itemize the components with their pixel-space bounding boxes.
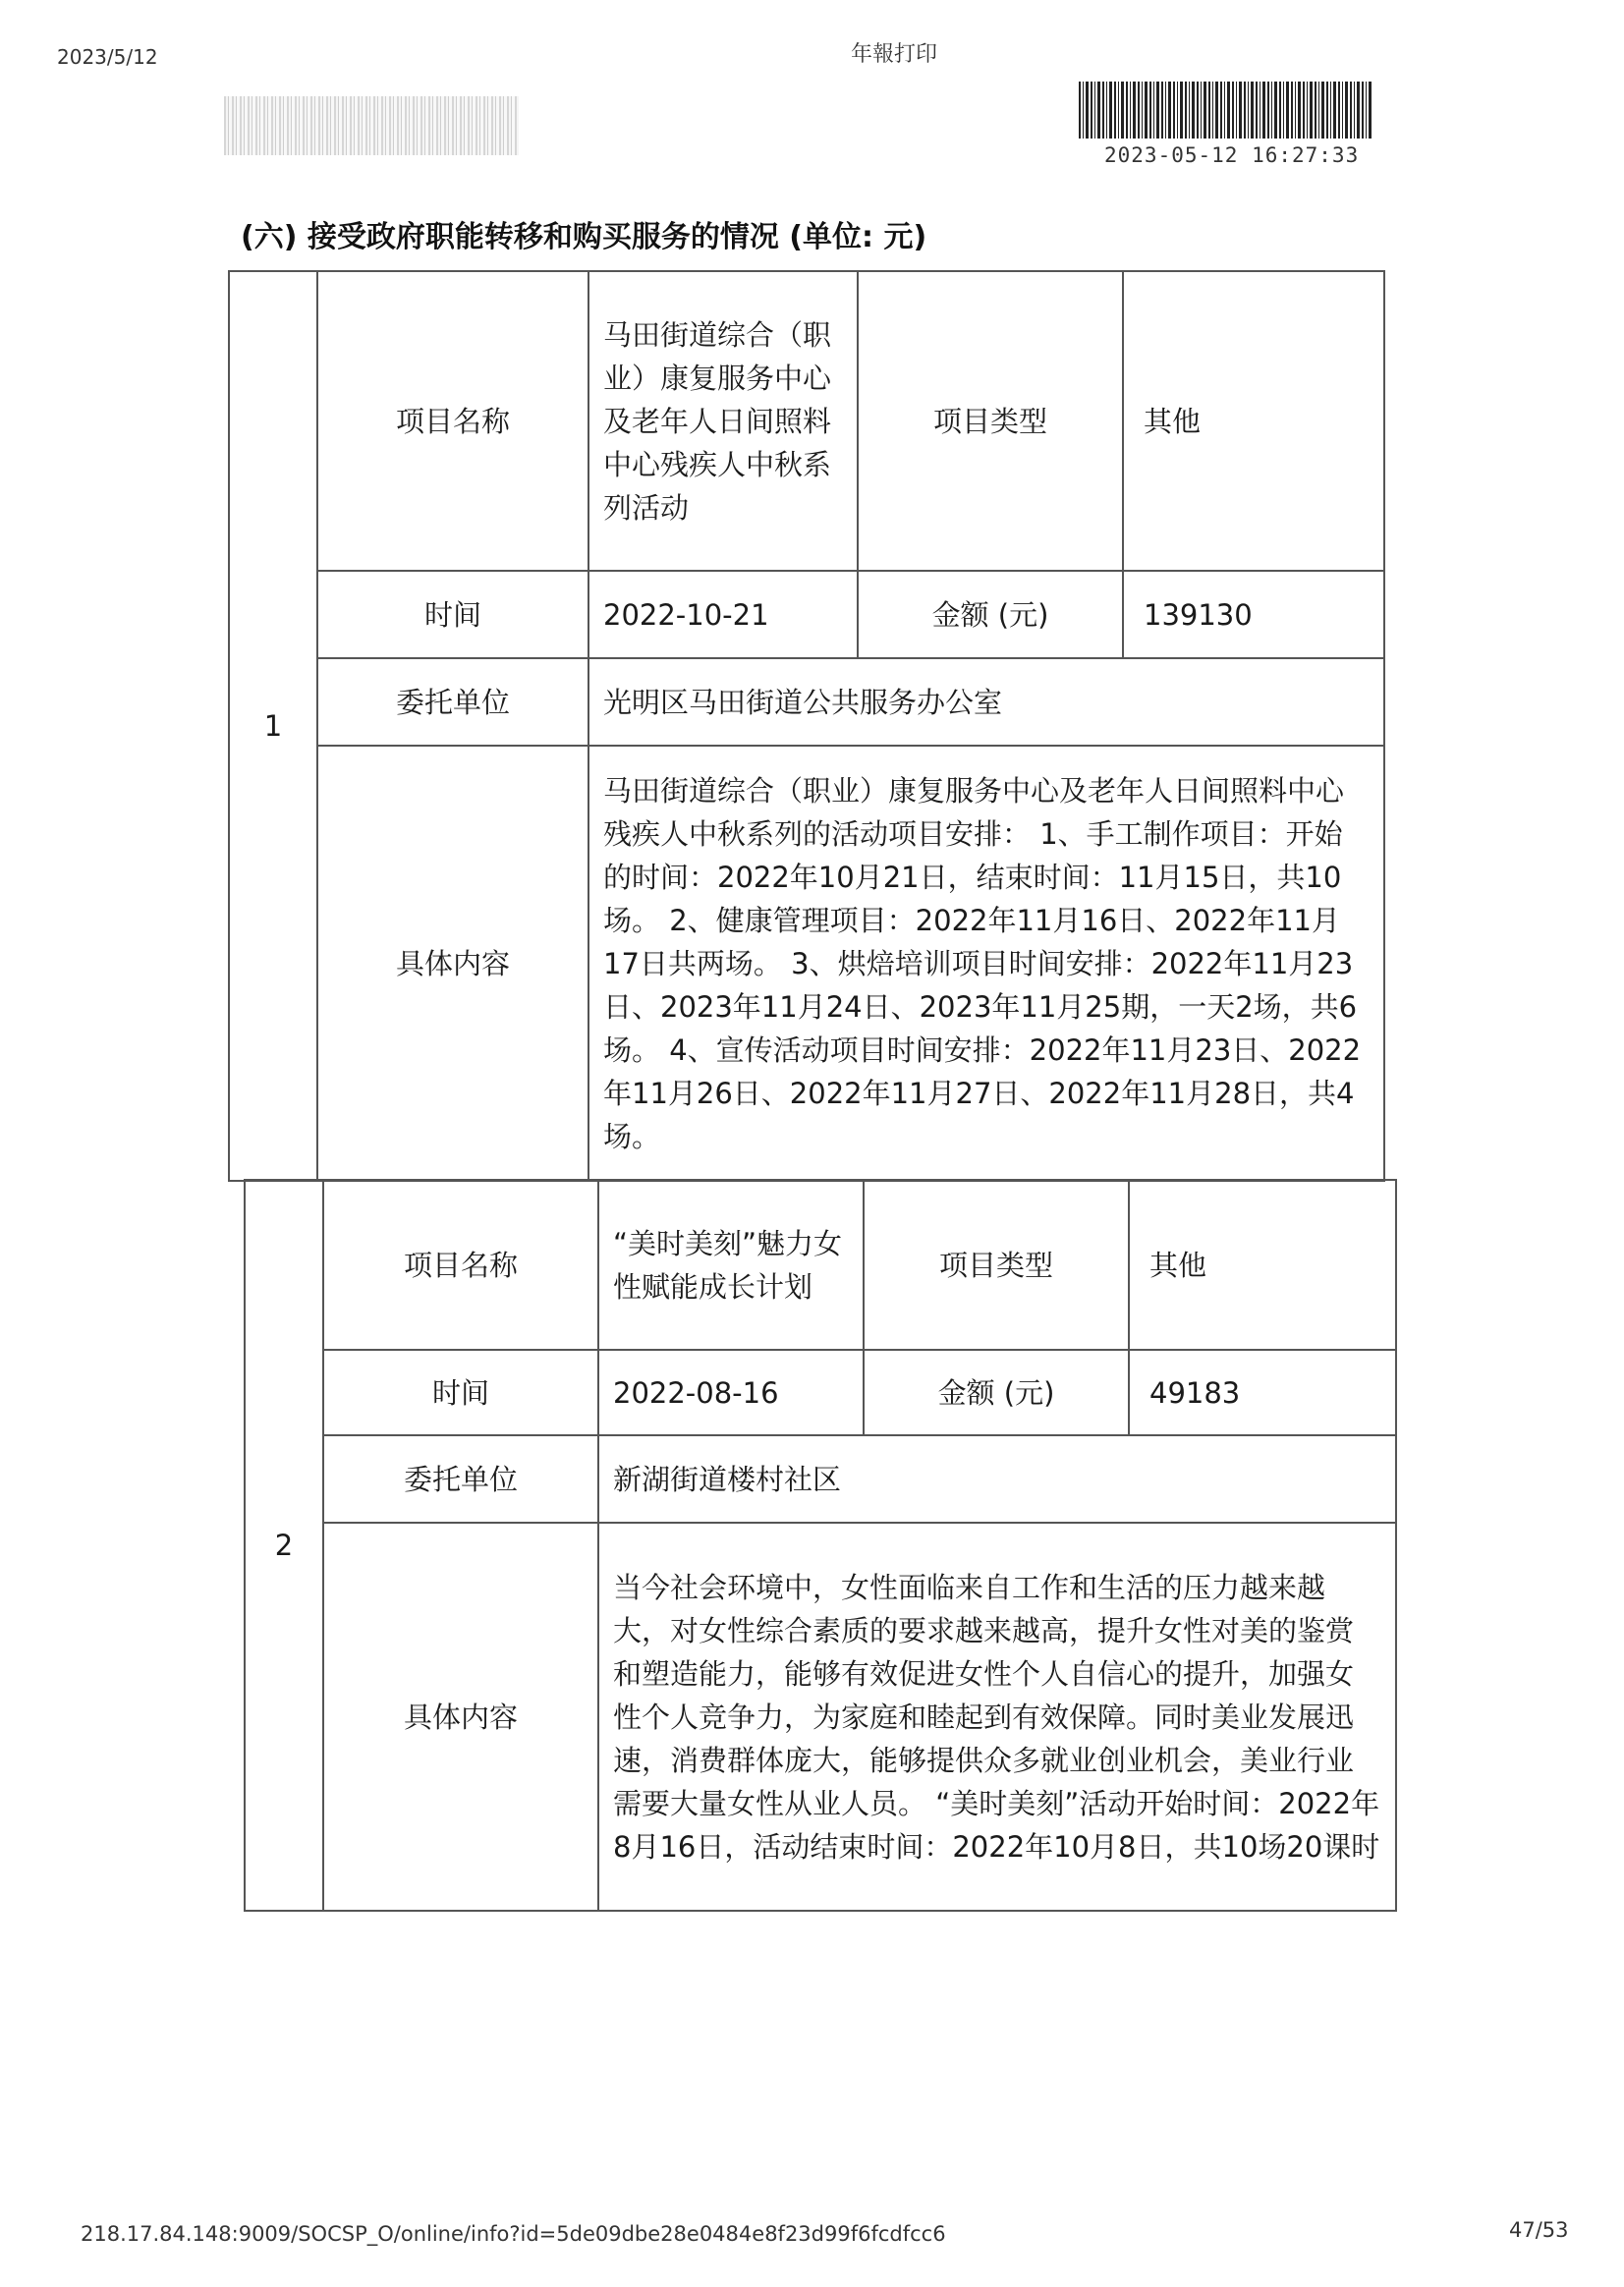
label-project-type: 项目类型 — [864, 1180, 1129, 1350]
print-header-title: 年報打印 — [851, 42, 938, 67]
faded-barcode-stamp — [224, 96, 519, 155]
label-project-name: 项目名称 — [317, 271, 588, 571]
project-number: 1 — [229, 271, 317, 1181]
project-number: 2 — [245, 1180, 323, 1911]
project-amount: 139130 — [1123, 571, 1384, 658]
label-client: 委托单位 — [323, 1435, 598, 1523]
project-client: 光明区马田街道公共服务办公室 — [588, 658, 1384, 746]
page-number: 47/53 — [1509, 2218, 1569, 2242]
label-client: 委托单位 — [317, 658, 588, 746]
barcode-image — [1079, 82, 1373, 139]
project-type: 其他 — [1129, 1180, 1396, 1350]
project-time: 2022-08-16 — [598, 1350, 864, 1435]
label-content: 具体内容 — [323, 1523, 598, 1911]
label-project-name: 项目名称 — [323, 1180, 598, 1350]
barcode-timestamp: 2023-05-12 16:27:33 — [1104, 143, 1360, 167]
section-title: (六) 接受政府职能转移和购买服务的情况 (单位: 元) — [241, 220, 927, 254]
project-table-2 — [244, 1179, 1397, 1912]
label-time: 时间 — [317, 571, 588, 658]
project-content: 马田街道综合（职业）康复服务中心及老年人日间照料中心残疾人中秋系列的活动项目安排： 1、手工制作项目：开始的时间：2022年10月21日，结束时间：11月15日，共10场。 2、健康管理项目：2022年11月16日、2022年11月17日共两场。 3、烘焙培训项目时间安排：2022年11月23日、2023年11月24日、2023年11月25期，一天2场，共6场。 4、宣传活动项目时间安排：2022年11月23日、2022年11月26日、2022年11月27日、2022年11月28日，共4场。 — [588, 746, 1384, 1181]
label-content: 具体内容 — [317, 746, 588, 1181]
project-client: 新湖街道楼村社区 — [598, 1435, 1396, 1523]
label-amount: 金额 (元) — [864, 1350, 1129, 1435]
project-table-1 — [228, 270, 1385, 1182]
project-type: 其他 — [1123, 271, 1384, 571]
label-amount: 金额 (元) — [858, 571, 1123, 658]
project-name: 马田街道综合（职业）康复服务中心及老年人日间照料中心残疾人中秋系列活动 — [588, 271, 858, 571]
footer-url: 218.17.84.148:9009/SOCSP_O/online/info?id=5de09dbe28e0484e8f23d99f6fcdfcc6 — [81, 2222, 946, 2246]
project-content: 当今社会环境中，女性面临来自工作和生活的压力越来越大，对女性综合素质的要求越来越高，提升女性对美的鉴赏和塑造能力，能够有效促进女性个人自信心的提升，加强女性个人竞争力，为家庭和睦起到有效保障。同时美业发展迅速，消费群体庞大，能够提供众多就业创业机会，美业行业需要大量女性从业人员。 “美时美刻”活动开始时间：2022年8月16日，活动结束时间：2022年10月8日，共10场20课时 — [598, 1523, 1396, 1911]
label-project-type: 项目类型 — [858, 271, 1123, 571]
project-time: 2022-10-21 — [588, 571, 858, 658]
project-amount: 49183 — [1129, 1350, 1396, 1435]
print-date: 2023/5/12 — [57, 45, 158, 69]
project-name: “美时美刻”魅力女性赋能成长计划 — [598, 1180, 864, 1350]
label-time: 时间 — [323, 1350, 598, 1435]
